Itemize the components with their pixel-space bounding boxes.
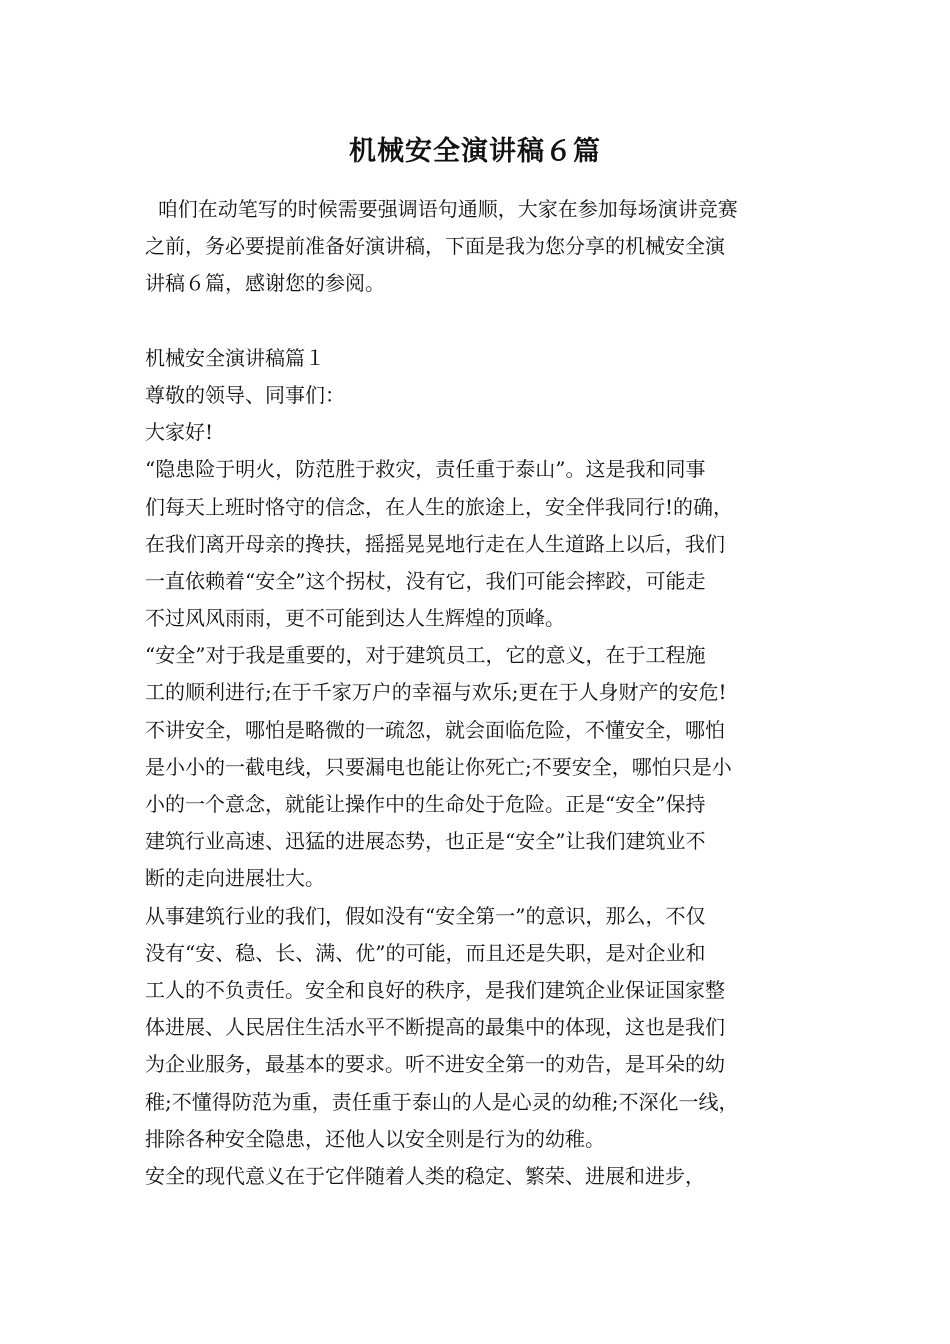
body-line: 安全的现代意义在于它伴随着人类的稳定、繁荣、进展和进步， — [145, 1163, 705, 1188]
intro-line: 咱们在动笔写的时候需要强调语句通顺，大家在参加每场演讲竞赛 — [145, 197, 738, 221]
document-body — [145, 191, 825, 1195]
body-line: 工的顺利进行;在于千家万户的幸福与欢乐;更在于人身财产的安危! — [145, 680, 727, 705]
body-line: 从事建筑行业的我们，假如没有“安全第一”的意识，那么，不仅 — [145, 903, 706, 928]
body-line: 一直依赖着“安全”这个拐杖，没有它，我们可能会摔跤，可能走 — [145, 568, 706, 593]
body-line: 不讲安全，哪怕是略微的一疏忽，就会面临危险，不懂安全，哪怕 — [145, 717, 725, 742]
body-line: 是小小的一截电线，只要漏电也能让你死亡;不要安全，哪怕只是小 — [145, 754, 732, 779]
document-title: 机械安全演讲稿６篇 — [349, 136, 601, 167]
body-line: 排除各种安全隐患，还他人以安全则是行为的幼稚。 — [145, 1126, 605, 1151]
salutation: 尊敬的领导、同事们： — [145, 382, 345, 407]
body-line: 断的走向进展壮大。 — [145, 866, 325, 891]
paragraph-spacer — [145, 303, 825, 340]
body-line: 体进展、人民居住生活水平不断提高的最集中的体现，这也是我们 — [145, 1015, 725, 1040]
body-line: 没有“安、稳、长、满、优”的可能，而且还是失职，是对企业和 — [145, 940, 706, 965]
body-line: 为企业服务，最基本的要求。听不进安全第一的劝告，是耳朵的幼 — [145, 1052, 725, 1077]
body-line: 在我们离开母亲的搀扶，摇摇晃晃地行走在人生道路上以后，我们 — [145, 531, 725, 556]
intro-line: 讲稿６篇，感谢您的参阅。 — [145, 271, 385, 296]
body-line: 小的一个意念，就能让操作中的生命处于危险。正是“安全”保持 — [145, 792, 706, 816]
body-line: “隐患险于明火，防范胜于救灾，责任重于泰山”。这是我和同事 — [145, 457, 706, 482]
body-line: 不过风风雨雨，更不可能到达人生辉煌的顶峰。 — [145, 606, 565, 631]
body-line: “安全”对于我是重要的，对于建筑员工，它的意义，在于工程施 — [145, 643, 706, 668]
greeting: 大家好! — [145, 420, 214, 445]
body-line: 工人的不负责任。安全和良好的秩序，是我们建筑企业保证国家整 — [145, 977, 725, 1002]
body-line: 建筑行业高速、迅猛的进展态势，也正是“安全”让我们建筑业不 — [145, 829, 706, 854]
intro-line: 之前，务必要提前准备好演讲稿，下面是我为您分享的机械安全演 — [145, 234, 725, 259]
body-line: 稚;不懂得防范为重，责任重于泰山的人是心灵的幼稚;不深化一线， — [145, 1089, 739, 1114]
section-heading: 机械安全演讲稿篇１ — [145, 345, 325, 370]
body-line: 们每天上班时恪守的信念，在人生的旅途上，安全伴我同行!的确， — [145, 494, 734, 519]
